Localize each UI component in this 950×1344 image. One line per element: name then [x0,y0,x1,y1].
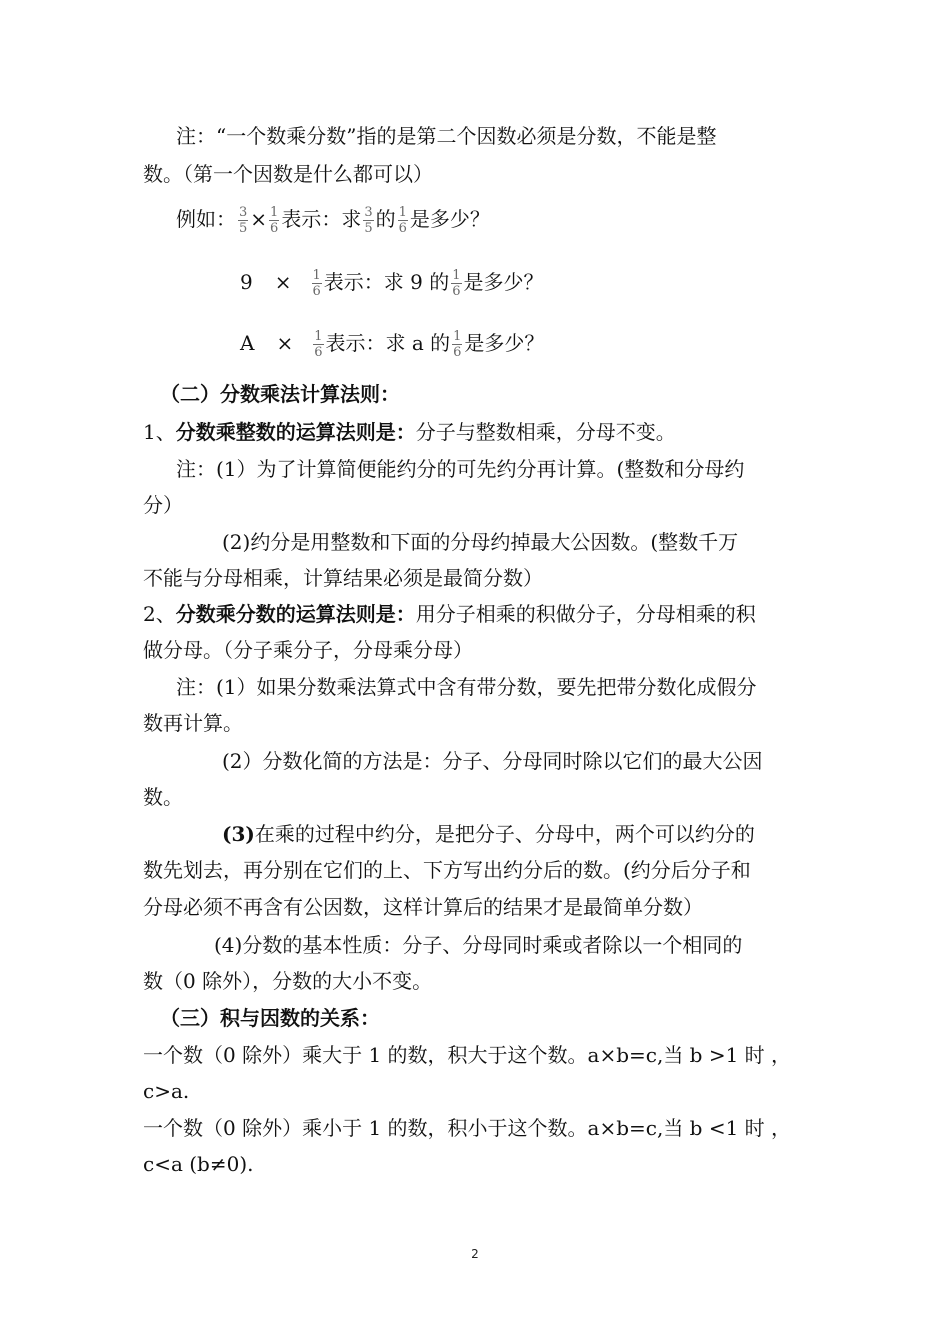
example2: 9 × $\frac{1}{6}$ 表示：求 9 的 $\frac{1}{6}$ 是多少？ [240,268,544,299]
rule2-note3-c: 分母必须不再含有公因数，这样计算后的结果才是最简单分数） [143,895,703,919]
rule2-note4-b: 数（0 除外），分数的大小不变。 [143,969,433,993]
example1-prefix: 例如： [176,207,236,231]
rule2-note4-a: (4)分数的基本性质：分子、分母同时乘或者除以一个相同的 [214,933,743,957]
rule2-note2-a: (2）分数化简的方法是：分子、分母同时除以它们的最大公因 [222,749,763,773]
rule2-note3-a: (3)在乘的过程中约分，是把分子、分母中，两个可以约分的 [222,822,755,846]
section3-line1-b: c>a. [143,1079,190,1103]
rule2-note1-a: 注：(1）如果分数乘法算式中含有带分数，要先把带分数化成假分 [176,675,757,699]
times-sign: × [274,270,292,294]
rule2: 2、分数乘分数的运算法则是：用分子相乘的积做分子，分母相乘的积 [143,602,756,626]
rule2-note1-b: 数再计算。 [143,711,243,735]
page-number: 2 [471,1247,479,1261]
section3-line2-a: 一个数（0 除外）乘小于 1 的数，积小于这个数。a×b=c,当 b <1 时 ， [143,1116,792,1140]
section2-heading: （二）分数乘法计算法则： [160,382,400,406]
rule1-note2-a: (2)约分是用整数和下面的分母约掉最大公因数。(整数千万 [222,530,739,554]
times-sign: × [250,207,268,231]
example1: 例如： $\frac{3}{5}$ × $\frac{1}{6}$ 表示：求 $\frac{3}{5}$ 的 $\frac{1}{6}$ 是多少？ [176,205,490,236]
note1-line1: 注：“一个数乘分数”指的是第二个因数必须是分数，不能是整 [176,124,717,148]
fraction: $\frac{1}{6}$ [453,329,462,360]
fraction: $\frac{3}{5}$ [239,205,248,236]
times-sign: × [276,331,294,355]
rule1-note2-b: 不能与分母相乘，计算结果必须是最简分数） [143,566,543,590]
rule2-note2-b: 数。 [143,785,183,809]
example3: A × $\frac{1}{6}$ 表示：求 a 的 $\frac{1}{6}$ 是多少？ [240,329,545,360]
fraction: $\frac{1}{6}$ [312,268,321,299]
note1-line2: 数。（第一个因数是什么都可以） [143,162,433,186]
rule2-text-b: 做分母。（分子乘分子，分母乘分母） [143,638,473,662]
section3-line2-b: c<a (b≠0). [143,1152,254,1176]
fraction: $\frac{3}{5}$ [364,205,373,236]
rule1: 1、分数乘整数的运算法则是：分子与整数相乘，分母不变。 [143,420,676,444]
section3-line1-a: 一个数（0 除外）乘大于 1 的数，积大于这个数。a×b=c,当 b >1 时 ， [143,1043,792,1067]
rule1-note1-b: 分） [143,493,183,517]
rule1-note1-a: 注：(1）为了计算简便能约分的可先约分再计算。(整数和分母约 [176,457,745,481]
fraction: $\frac{1}{6}$ [270,205,279,236]
fraction: $\frac{1}{6}$ [452,268,461,299]
section3-heading: （三）积与因数的关系： [160,1006,380,1030]
fraction: $\frac{1}{6}$ [314,329,323,360]
rule2-note3-b: 数先划去，再分别在它们的上、下方写出约分后的数。(约分后分子和 [143,858,751,882]
fraction: $\frac{1}{6}$ [398,205,407,236]
